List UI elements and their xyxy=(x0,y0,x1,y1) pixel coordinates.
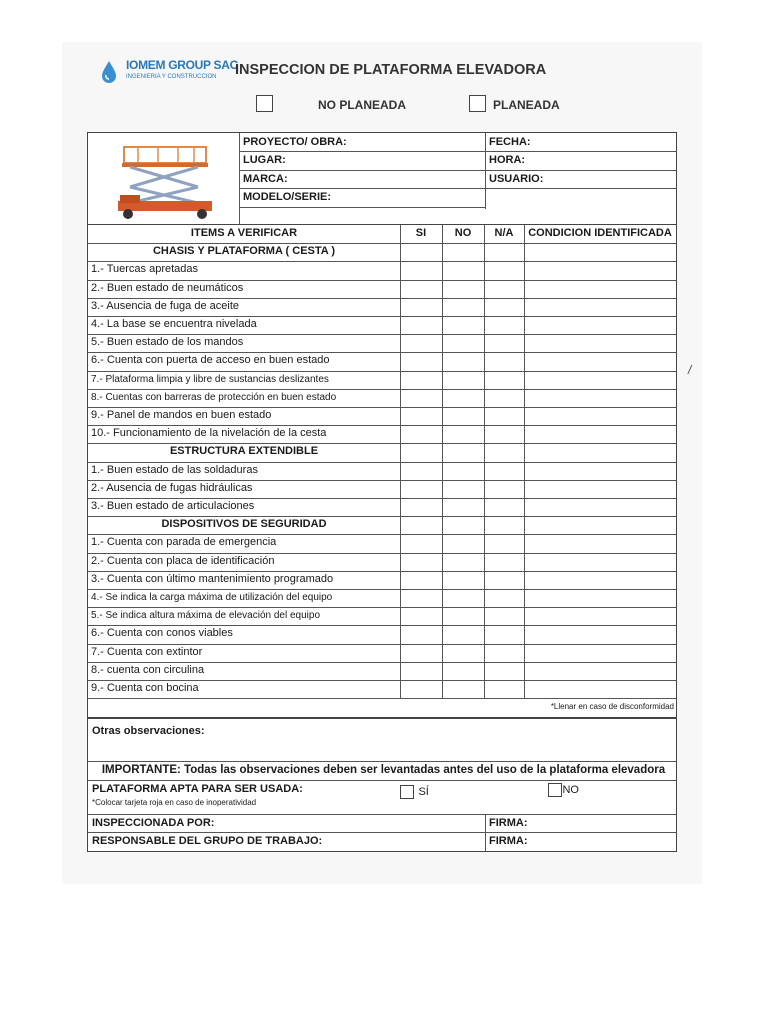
checklist-item: 2.- Buen estado de neumáticos xyxy=(91,281,244,294)
condicion-cell[interactable] xyxy=(524,371,676,389)
column-divider xyxy=(400,443,401,516)
no-answer-cell[interactable] xyxy=(442,571,484,589)
usuario-label: USUARIO: xyxy=(489,173,544,185)
lugar-label: LUGAR: xyxy=(243,154,286,166)
checklist-item: 9.- Cuenta con bocina xyxy=(91,682,199,694)
no-planeada-option[interactable] xyxy=(256,95,406,115)
si-answer-cell[interactable] xyxy=(400,498,442,516)
apta-note: *Colocar tarjeta roja en caso de inoperatividad xyxy=(92,798,257,807)
checklist-table xyxy=(87,224,677,718)
si-answer-cell[interactable] xyxy=(400,553,442,571)
logo-subtitle: INGENIERIA Y CONSTRUCCION xyxy=(126,74,217,80)
column-divider xyxy=(484,225,485,243)
condicion-cell[interactable] xyxy=(524,316,676,334)
checklist-item: 3.- Buen estado de articulaciones xyxy=(91,500,255,512)
si-answer-cell[interactable] xyxy=(400,680,442,698)
na-answer-cell[interactable] xyxy=(484,625,524,643)
hora-label: HORA: xyxy=(489,154,526,166)
section-title: ESTRUCTURA EXTENDIBLE xyxy=(169,445,319,458)
na-answer-cell[interactable] xyxy=(484,334,524,352)
na-answer-cell[interactable] xyxy=(484,553,524,571)
no-planeada-checkbox[interactable] xyxy=(256,95,273,112)
column-divider xyxy=(400,516,401,698)
na-answer-cell[interactable] xyxy=(484,389,524,407)
no-header: NO xyxy=(454,227,472,239)
si-answer-cell[interactable] xyxy=(400,571,442,589)
page-title: INSPECCION DE PLATAFORMA ELEVADORA xyxy=(235,62,547,78)
inspeccionada-label: INSPECCIONADA POR: xyxy=(92,817,215,829)
column-divider xyxy=(484,443,485,516)
no-answer-cell[interactable] xyxy=(442,553,484,571)
condicion-cell[interactable] xyxy=(524,607,676,625)
si-answer-cell[interactable] xyxy=(400,644,442,662)
no-answer-cell[interactable] xyxy=(442,389,484,407)
si-answer-cell[interactable] xyxy=(400,607,442,625)
no-answer-cell[interactable] xyxy=(442,662,484,680)
condicion-cell[interactable] xyxy=(524,553,676,571)
na-answer-cell[interactable] xyxy=(484,589,524,607)
no-answer-cell[interactable] xyxy=(442,498,484,516)
na-answer-cell[interactable] xyxy=(484,407,524,425)
si-answer-cell[interactable] xyxy=(400,334,442,352)
na-answer-cell[interactable] xyxy=(484,316,524,334)
checklist-item: 8.- Cuentas con barreras de protección en buen estado xyxy=(91,391,337,403)
na-answer-cell[interactable] xyxy=(484,480,524,498)
firma-inspector-label: FIRMA: xyxy=(489,817,528,829)
apta-si-option[interactable] xyxy=(400,783,429,801)
column-divider xyxy=(442,243,443,443)
no-answer-cell[interactable] xyxy=(442,644,484,662)
column-divider xyxy=(524,243,525,443)
checklist-item: 2.- Ausencia de fugas hidráulicas xyxy=(91,481,253,494)
condicion-cell[interactable] xyxy=(524,352,676,370)
info-table xyxy=(87,132,677,228)
responsable-label: RESPONSABLE DEL GRUPO DE TRABAJO: xyxy=(92,835,323,847)
condicion-cell[interactable] xyxy=(524,625,676,643)
bottom-table xyxy=(87,718,677,852)
column-divider xyxy=(400,225,401,243)
na-answer-cell[interactable] xyxy=(484,261,524,279)
column-divider xyxy=(400,243,401,443)
proyecto-label: PROYECTO/ OBRA: xyxy=(243,136,347,148)
si-answer-cell[interactable] xyxy=(400,662,442,680)
no-answer-cell[interactable] xyxy=(442,316,484,334)
si-answer-cell[interactable] xyxy=(400,480,442,498)
planeada-label: PLANEADA xyxy=(493,98,560,112)
na-answer-cell[interactable] xyxy=(484,425,524,443)
na-answer-cell[interactable] xyxy=(484,644,524,662)
si-answer-cell[interactable] xyxy=(400,371,442,389)
column-divider xyxy=(524,225,525,243)
condicion-cell[interactable] xyxy=(524,298,676,316)
checklist-item: 4.- La base se encuentra nivelada xyxy=(91,318,257,330)
checklist-item: 1.- Cuenta con parada de emergencia xyxy=(91,536,277,549)
condicion-cell[interactable] xyxy=(524,662,676,680)
na-answer-cell[interactable] xyxy=(484,371,524,389)
no-answer-cell[interactable] xyxy=(442,680,484,698)
checklist-item: 1.- Buen estado de las soldaduras xyxy=(91,463,258,476)
checklist-item: 2.- Cuenta con placa de identificación xyxy=(91,554,275,567)
no-answer-cell[interactable] xyxy=(442,607,484,625)
si-answer-cell[interactable] xyxy=(400,261,442,279)
column-divider xyxy=(524,443,525,516)
section-title: DISPOSITIVOS DE SEGURIDAD xyxy=(161,518,327,531)
column-divider xyxy=(484,516,485,698)
si-answer-cell[interactable] xyxy=(400,589,442,607)
condicion-cell[interactable] xyxy=(524,389,676,407)
checklist-item: 5.- Se indica altura máxima de elevación del equipo xyxy=(91,610,321,622)
water-drop-icon xyxy=(100,60,118,84)
na-answer-cell[interactable] xyxy=(484,680,524,698)
checklist-item: 7.- Cuenta con extintor xyxy=(91,645,203,658)
no-answer-cell[interactable] xyxy=(442,371,484,389)
condicion-cell[interactable] xyxy=(524,261,676,279)
condicion-cell[interactable] xyxy=(524,407,676,425)
column-divider xyxy=(484,243,485,443)
no-answer-cell[interactable] xyxy=(442,462,484,480)
na-answer-cell[interactable] xyxy=(484,662,524,680)
si-answer-cell[interactable] xyxy=(400,625,442,643)
firma-responsable-label: FIRMA: xyxy=(489,835,528,847)
no-answer-cell[interactable] xyxy=(442,480,484,498)
checklist-item: 10.- Funcionamiento de la nivelación de la cesta xyxy=(91,427,327,440)
section-title: CHASIS Y PLATAFORMA ( CESTA ) xyxy=(152,245,336,258)
no-answer-cell[interactable] xyxy=(442,261,484,279)
si-answer-cell[interactable] xyxy=(400,407,442,425)
checklist-item: 4.- Se indica la carga máxima de utilización del equipo xyxy=(91,592,333,603)
apta-no-option[interactable] xyxy=(548,781,579,799)
no-answer-cell[interactable] xyxy=(442,352,484,370)
si-answer-cell[interactable] xyxy=(400,462,442,480)
na-answer-cell[interactable] xyxy=(484,352,524,370)
items-header: ITEMS A VERIFICAR xyxy=(190,227,298,239)
marca-label: MARCA: xyxy=(243,173,288,185)
column-divider xyxy=(442,516,443,698)
planeada-option[interactable] xyxy=(469,95,569,115)
checklist-item: 3.- Cuenta con último mantenimiento programado xyxy=(91,572,334,585)
condicion-cell[interactable] xyxy=(524,498,676,516)
no-answer-cell[interactable] xyxy=(442,534,484,552)
si-answer-cell[interactable] xyxy=(400,316,442,334)
si-answer-cell[interactable] xyxy=(400,389,442,407)
no-planeada-label: NO PLANEADA xyxy=(318,98,407,112)
column-divider xyxy=(442,225,443,243)
condicion-cell[interactable] xyxy=(524,680,676,698)
na-header: N/A xyxy=(494,227,514,239)
na-answer-cell[interactable] xyxy=(484,571,524,589)
logo-name: IOMEM GROUP SAC xyxy=(126,58,238,72)
importante-notice: IMPORTANTE: Todas las observaciones deben ser levantadas antes del uso de la plataforma elevadora xyxy=(101,764,666,776)
si-answer-cell[interactable] xyxy=(400,298,442,316)
planeada-checkbox[interactable] xyxy=(469,95,486,112)
si-answer-cell[interactable] xyxy=(400,280,442,298)
na-answer-cell[interactable] xyxy=(484,280,524,298)
no-answer-cell[interactable] xyxy=(442,280,484,298)
apta-si-checkbox[interactable] xyxy=(400,785,414,799)
condicion-cell[interactable] xyxy=(524,534,676,552)
condicion-cell[interactable] xyxy=(524,589,676,607)
no-answer-cell[interactable] xyxy=(442,589,484,607)
na-answer-cell[interactable] xyxy=(484,498,524,516)
condicion-cell[interactable] xyxy=(524,280,676,298)
condicion-header: CONDICION IDENTIFICADA xyxy=(528,227,672,239)
scissor-lift-image xyxy=(98,139,228,221)
checklist-item: 6.- Cuenta con puerta de acceso en buen estado xyxy=(91,354,330,367)
fecha-label: FECHA: xyxy=(489,136,531,148)
condicion-cell[interactable] xyxy=(524,425,676,443)
si-answer-cell[interactable] xyxy=(400,534,442,552)
apta-no-checkbox[interactable] xyxy=(548,783,562,797)
condicion-cell[interactable] xyxy=(524,644,676,662)
condicion-cell[interactable] xyxy=(524,480,676,498)
stray-mark: / xyxy=(688,363,692,377)
column-divider xyxy=(524,516,525,698)
condicion-cell[interactable] xyxy=(524,462,676,480)
company-logo xyxy=(100,58,238,88)
si-header: SI xyxy=(415,227,427,239)
na-answer-cell[interactable] xyxy=(484,298,524,316)
modelo-label: MODELO/SERIE: xyxy=(243,191,332,203)
apta-no-label: NO xyxy=(562,783,579,796)
no-answer-cell[interactable] xyxy=(442,425,484,443)
apta-label: PLATAFORMA APTA PARA SER USADA: xyxy=(92,783,303,795)
otras-observaciones-label: Otras observaciones: xyxy=(92,725,205,737)
checklist-item: 9.- Panel de mandos en buen estado xyxy=(91,409,272,421)
column-divider xyxy=(442,443,443,516)
disconformidad-footnote: *Llenar en caso de disconformidad xyxy=(550,702,674,712)
si-answer-cell[interactable] xyxy=(400,425,442,443)
checklist-item: 1.- Tuercas apretadas xyxy=(91,263,199,276)
na-answer-cell[interactable] xyxy=(484,462,524,480)
na-answer-cell[interactable] xyxy=(484,607,524,625)
checklist-item: 7.- Plataforma limpia y libre de sustancias deslizantes xyxy=(91,373,329,385)
row-divider xyxy=(88,698,676,699)
no-answer-cell[interactable] xyxy=(442,625,484,643)
checklist-item: 6.- Cuenta con conos viables xyxy=(91,627,233,640)
no-answer-cell[interactable] xyxy=(442,407,484,425)
checklist-item: 8.- cuenta con circulina xyxy=(91,663,205,676)
no-answer-cell[interactable] xyxy=(442,298,484,316)
condicion-cell[interactable] xyxy=(524,571,676,589)
si-answer-cell[interactable] xyxy=(400,352,442,370)
no-answer-cell[interactable] xyxy=(442,334,484,352)
na-answer-cell[interactable] xyxy=(484,534,524,552)
checklist-item: 3.- Ausencia de fuga de aceite xyxy=(91,299,239,312)
condicion-cell[interactable] xyxy=(524,334,676,352)
checklist-item: 5.- Buen estado de los mandos xyxy=(91,336,244,349)
apta-si-label: SÍ xyxy=(418,785,429,798)
